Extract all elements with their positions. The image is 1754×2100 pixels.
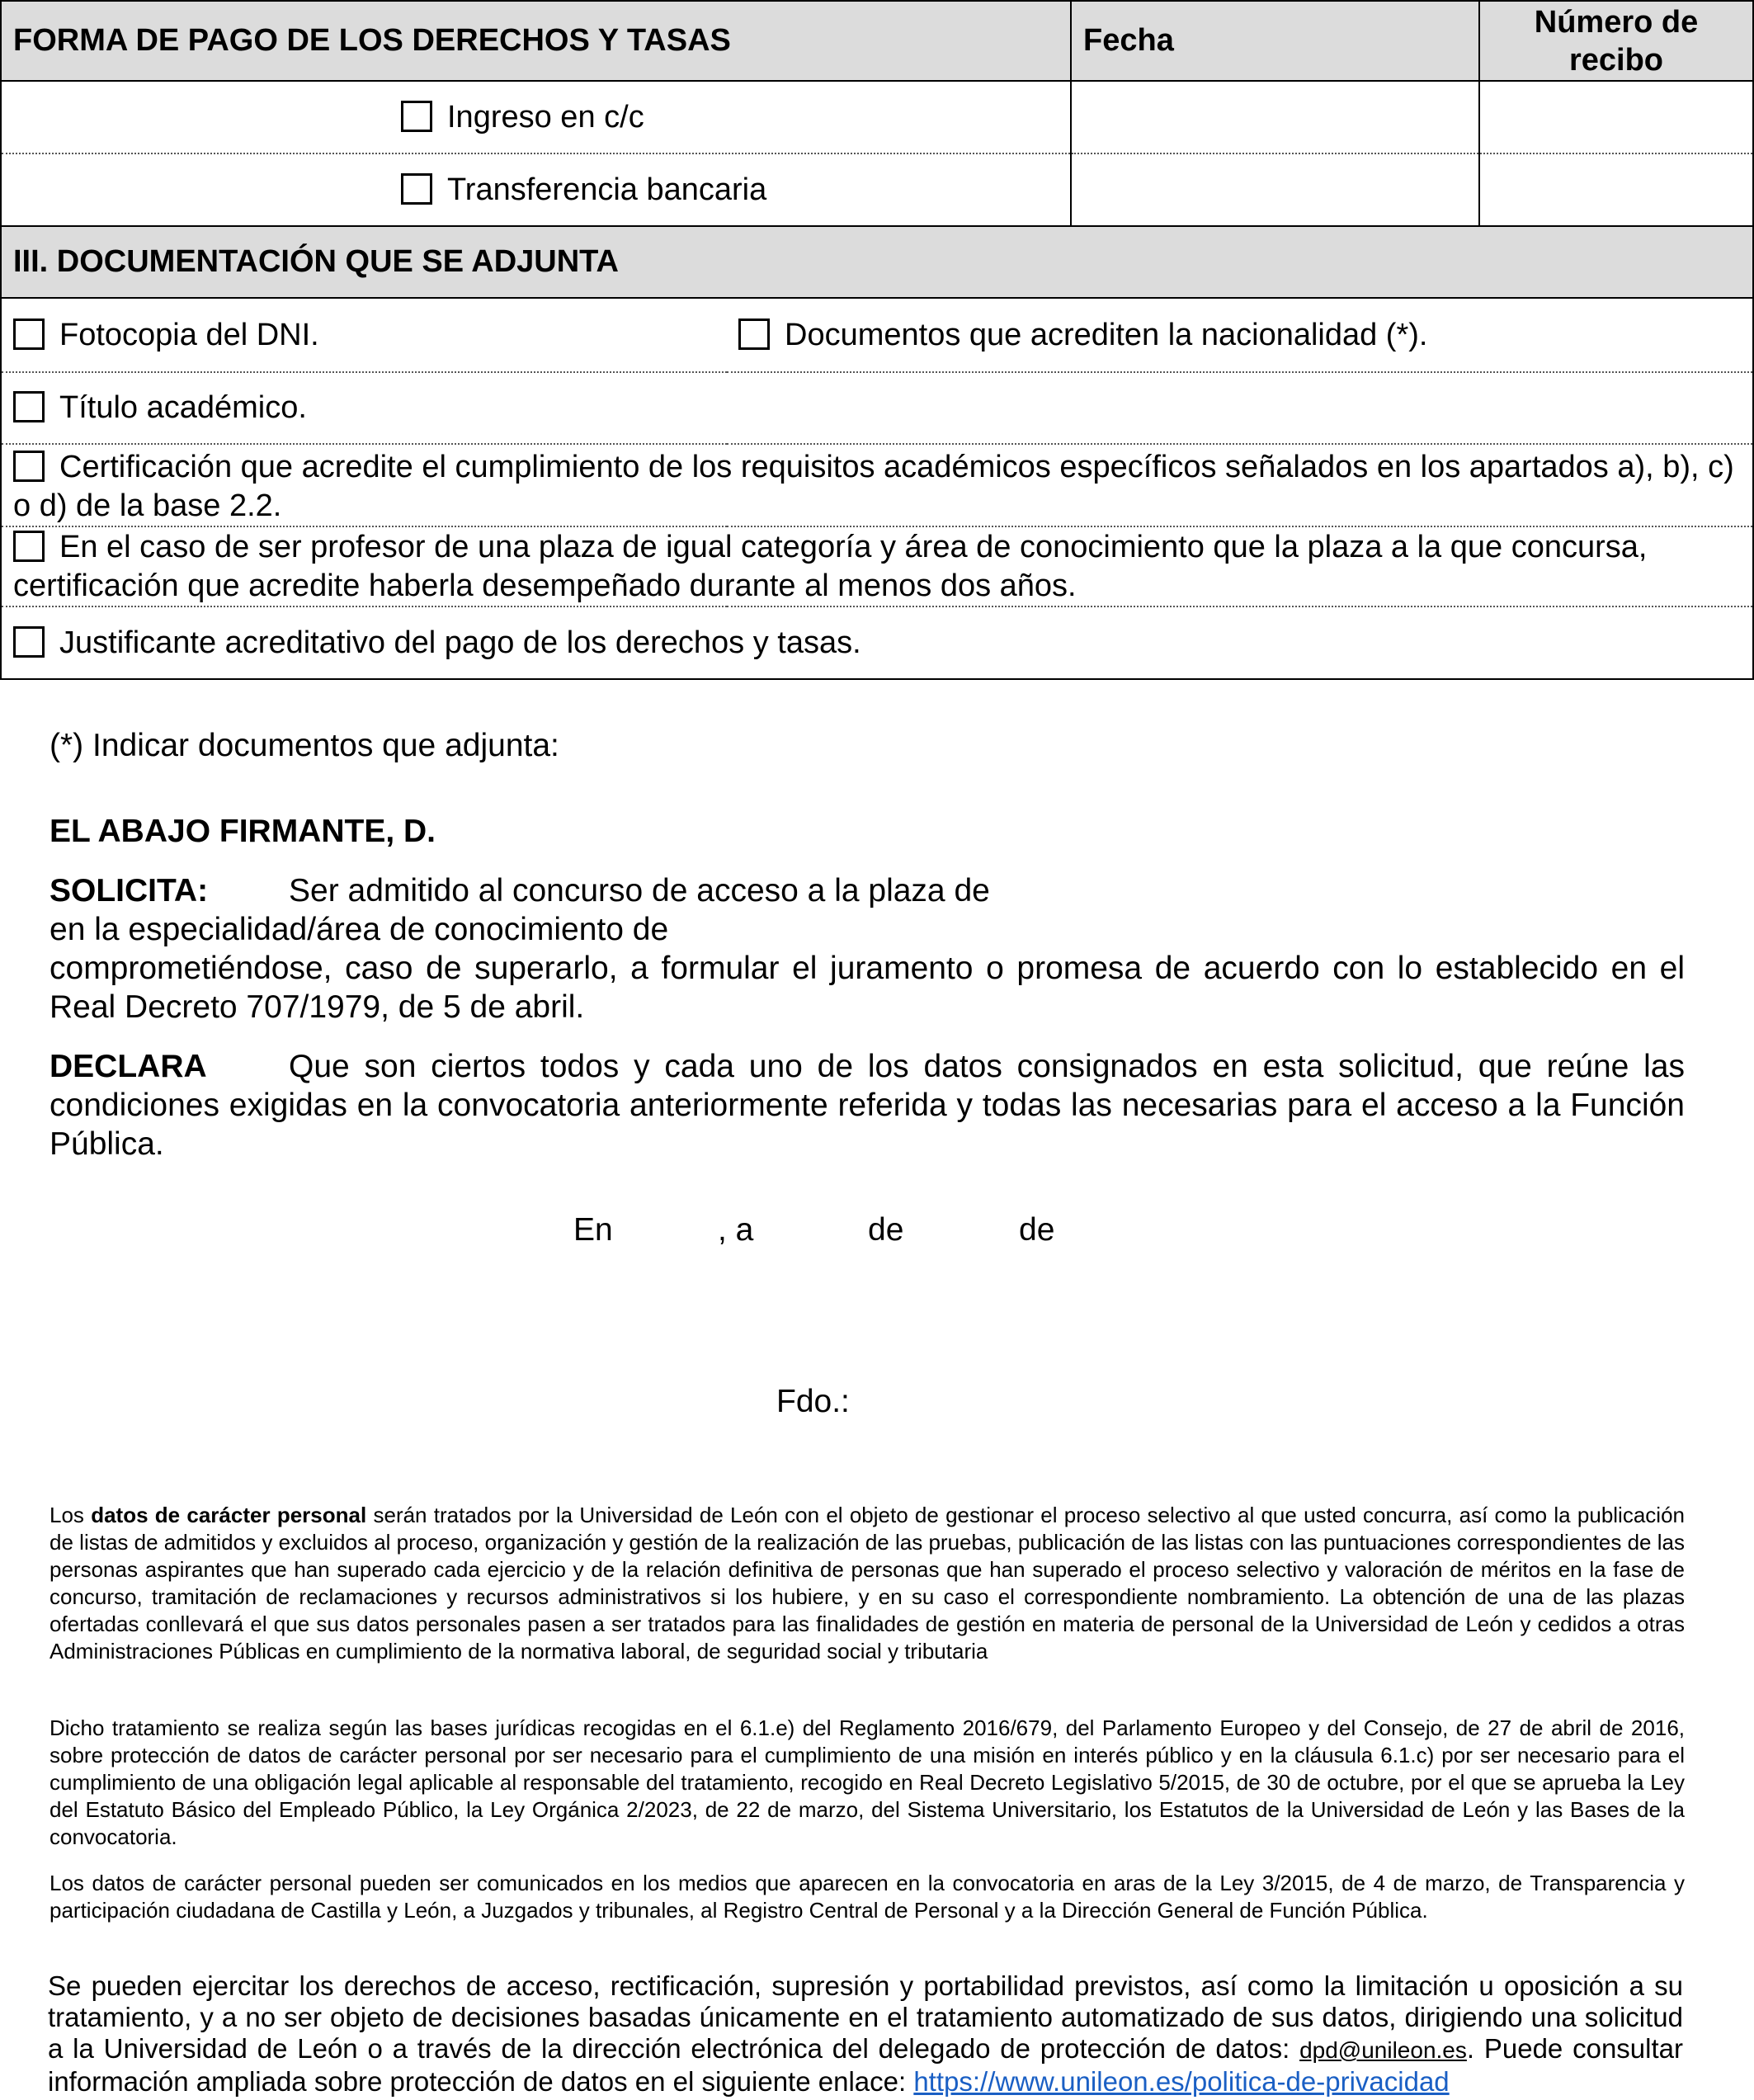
documents-header: III. DOCUMENTACIÓN QUE SE ADJUNTA [1,226,1753,298]
option-label: Ingreso en c/c [447,99,644,134]
doc-label: En el caso de ser profesor de una plaza de igual categoría y área de conocimiento que la plaza a la que concursa, certificación que acredite haberla desempeñado durante al menos dos años. [13,529,1648,603]
checkbox[interactable] [13,626,45,658]
doc-item-justificante[interactable] [1,606,1753,679]
privacy-paragraph-2: Dicho tratamiento se realiza según las bases jurídicas recogidas en el 6.1.e) del Reglamento 2016/679, del Parlamento Europeo y del Consejo, de 27 de abril de 2016, sobre protección de datos de carácter personal por ser necesario para el cumplimiento de una misión en interés público y en la cláusula 6.1.c) por ser necesario para el cumplimiento de una obligación legal aplicable al responsable del tratamiento, recogido en Real Decreto Legislativo 5/2015, de 30 de octubre, por el que se aprueba la Ley del Estatuto Básico del Empleado Público, la Ley Orgánica 2/2023, de 22 de marzo, del Sistema Universitario, los Estatutos de la Universidad de León y las Bases de la convocatoria. [50,1715,1685,1849]
payment-option-transferencia[interactable] [1,153,1071,226]
bold-term: datos de carácter personal [91,1503,367,1527]
receipt-header: Número de recibo [1479,1,1753,81]
payment-option-ingreso[interactable] [1,81,1071,153]
privacy-policy-link[interactable]: https://www.unileon.es/politica-de-privacidad [913,2066,1450,2097]
solicita-section [50,871,1685,1026]
doc-item-nacionalidad[interactable] [727,298,1753,372]
doc-item-dni[interactable] [1,298,727,372]
signer-label: EL ABAJO FIRMANTE, D. [50,814,436,849]
declara-label: DECLARA [50,1049,207,1084]
privacy-paragraph-3: Los datos de carácter personal pueden ser comunicados en los medios que aparecen en la convocatoria en aras de la Ley 3/2015, de 4 de marzo, de Transparencia y participación ciudadana de Castilla y León, a Juzgados y tribunales, al Registro Central de Personal y a la Dirección General de Función Pública. [50,1871,1685,1923]
checkbox[interactable] [401,101,432,132]
checkbox[interactable] [13,451,45,482]
checkbox[interactable] [13,531,45,562]
date-cell-transferencia[interactable] [1071,153,1479,226]
doc-label: Certificación que acredite el cumplimiento de los requisitos académicos específicos señalados en los apartados a), b), c) o d) de la base 2.2. [13,450,1734,523]
payment-header: FORMA DE PAGO DE LOS DERECHOS Y TASAS [1,1,1071,81]
doc-label: Título académico. [59,390,307,425]
receipt-cell-ingreso[interactable] [1479,81,1753,153]
place-en: En [573,1212,613,1248]
privacy-paragraph-4: Se pueden ejercitar los derechos de acceso, rectificación, supresión y portabilidad previstos, así como la limitación u oposición a su tratamiento, y a no ser objeto de decisiones basadas únicamente en el tratamiento automatizado de sus datos, dirigiendo una solicitud a la Universidad de León o a través de la dirección electrónica del delegado de protección de datos: dpd@unileon.es. Puede consultar información ampliada sobre protección de datos en el siguiente enlace: https://www.unileon.es/politica-de-privacidad [48,1970,1683,2097]
checkbox[interactable] [738,319,770,350]
solicita-line2: en la especialidad/área de conocimiento de [50,912,669,947]
dpd-email[interactable]: dpd@unileon.es [1299,2037,1467,2063]
checkbox[interactable] [13,391,45,422]
solicita-line3: comprometiéndose, caso de superarlo, a formular el juramento o promesa de acuerdo con lo establecido en el Real Decreto 707/1979, de 5 de abril. [50,951,1685,1025]
date-de-1: de [868,1212,904,1248]
doc-label: Fotocopia del DNI. [59,317,319,352]
date-de-2: de [1019,1212,1055,1248]
receipt-cell-transferencia[interactable] [1479,153,1753,226]
option-label: Transferencia bancaria [447,172,767,207]
checkbox[interactable] [13,319,45,350]
solicita-line1: Ser admitido al concurso de acceso a la plaza de [289,873,990,908]
doc-label: Justificante acreditativo del pago de los derechos y tasas. [59,625,861,660]
documents-note: (*) Indicar documentos que adjunta: [50,728,559,763]
privacy-paragraph-1: Los datos de carácter personal serán tratados por la Universidad de León con el objeto de gestionar el proceso selectivo al que usted concurra, así como la publicación de listas de admitidos y excluidos al proceso, organización y gestión de la realización de las pruebas, publicación de las listas con las puntuaciones correspondientes de las personas aspirantes que han superado cada ejercicio y de la relación definitiva de personas que han superado el proceso selectivo y valoración de méritos en la fase de concurso, tramitación de reclamaciones y recursos administrativos si los hubiere, y en su caso el correspondiente nombramiento. La obtención de una de las plazas ofertadas conllevará el que sus datos personales pasen a ser tratados para las finalidades de gestión en materia de personal de la Universidad de León y cedidos a otras Administraciones Públicas en cumplimiento de la normativa laboral, de seguridad social y tributaria [50,1503,1685,1663]
documents-table [0,225,1754,680]
date-header: Fecha [1071,1,1479,81]
declara-section [50,1047,1685,1163]
doc-label: Documentos que acrediten la nacionalidad (*). [785,317,1428,352]
signature-label: Fdo.: [776,1384,850,1419]
doc-item-titulo[interactable] [1,372,1753,444]
declara-text: Que son ciertos todos y cada uno de los datos consignados en esta solicitud, que reúne las condiciones exigidas en la convocatoria anteriormente referida y todas las necesarias para el acceso a la Función Pública. [50,1049,1685,1162]
solicita-label: SOLICITA: [50,873,209,908]
doc-item-certificacion[interactable] [1,444,1753,526]
checkbox[interactable] [401,173,432,205]
doc-item-profesor[interactable] [1,526,1753,606]
date-cell-ingreso[interactable] [1071,81,1479,153]
payment-table [0,0,1754,227]
date-a: , a [718,1212,754,1248]
